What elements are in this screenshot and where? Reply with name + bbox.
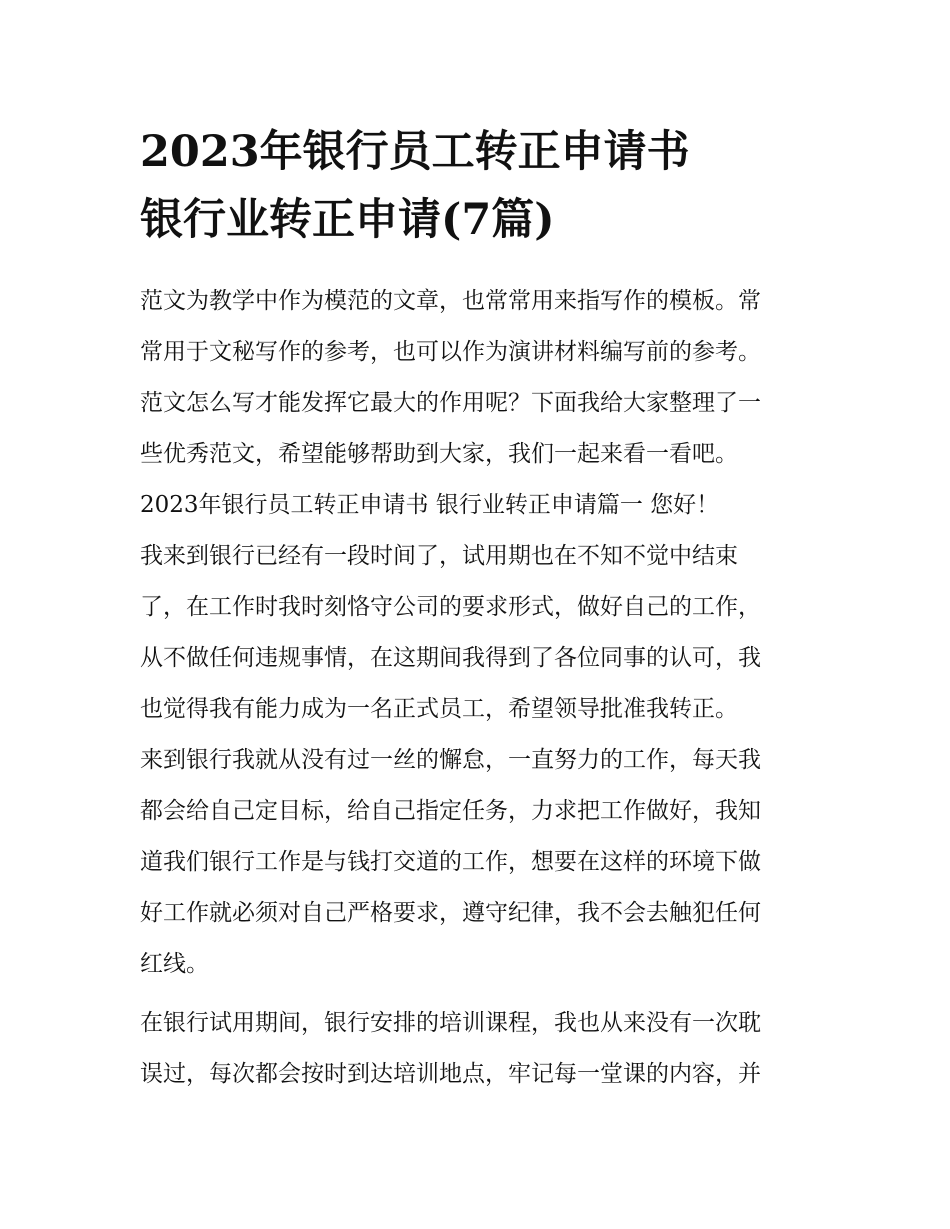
text-line: 常用于文秘写作的参考，也可以作为演讲材料编写前的参考。 (140, 339, 761, 365)
section-heading: 2023年银行员工转正申请书 银行业转正申请篇一 您好！ (140, 492, 720, 518)
paragraph-3 (140, 998, 815, 1100)
text-line: 来到银行我就从没有过一丝的懈怠，一直努力的工作，每天我 (140, 747, 761, 773)
title-line: 银行业转正申请(7篇) (140, 195, 555, 245)
text-line: 好工作就必须对自己严格要求，遵守纪律，我不会去触犯任何 (140, 900, 761, 926)
paragraph-gap (140, 990, 815, 998)
text-line: 些优秀范文，希望能够帮助到大家，我们一起来看一看吧。 (140, 441, 738, 467)
document-body (140, 276, 815, 1100)
text-line: 范文怎么写才能发挥它最大的作用呢？下面我给大家整理了一 (140, 390, 761, 416)
title-line: 2023年银行员工转正申请书 (140, 127, 690, 177)
text-line: 我来到银行已经有一段时间了，试用期也在不知不觉中结束 (140, 543, 738, 569)
paragraph-1 (140, 531, 815, 735)
document-page (140, 0, 815, 1229)
text-line: 红线。 (140, 951, 209, 977)
document-title (140, 118, 815, 254)
text-line: 都会给自己定目标，给自己指定任务，力求把工作做好，我知 (140, 798, 761, 824)
text-line: 道我们银行工作是与钱打交道的工作，想要在这样的环境下做 (140, 849, 761, 875)
text-line: 在银行试用期间，银行安排的培训课程，我也从来没有一次耽 (140, 1010, 761, 1036)
text-line: 也觉得我有能力成为一名正式员工，希望领导批准我转正。 (140, 696, 738, 722)
text-line: 范文为教学中作为模范的文章，也常常用来指写作的模板。常 (140, 288, 761, 314)
text-line: 从不做任何违规事情，在这期间我得到了各位同事的认可，我 (140, 645, 761, 671)
intro-paragraph (140, 276, 815, 480)
paragraph-2 (140, 735, 815, 990)
text-line: 误过，每次都会按时到达培训地点，牢记每一堂课的内容，并 (140, 1061, 761, 1087)
text-line: 了，在工作时我时刻恪守公司的要求形式，做好自己的工作， (140, 594, 761, 620)
